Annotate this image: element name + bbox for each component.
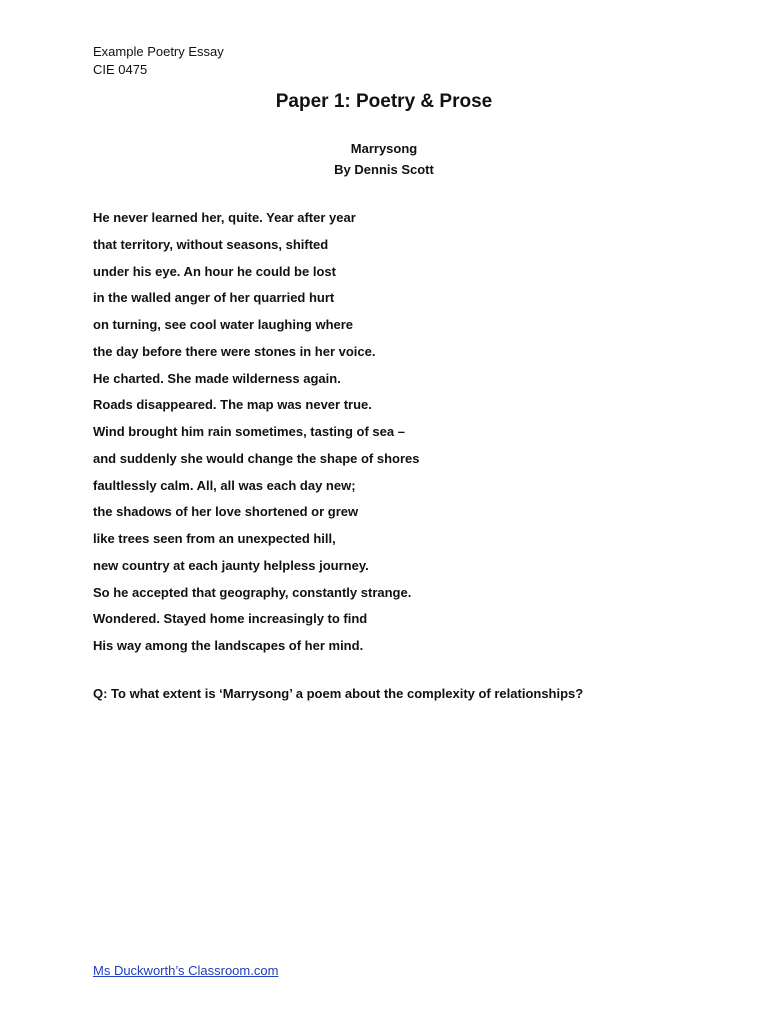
poem-line: faultlessly calm. All, all was each day new; xyxy=(93,477,356,493)
poem-line: like trees seen from an unexpected hill, xyxy=(93,531,336,546)
poem-line: in the walled anger of her quarried hurt xyxy=(93,290,335,306)
poem-line: new country at each jaunty helpless journey. xyxy=(93,557,369,573)
poem-line: He never learned her, quite. Year after year xyxy=(93,210,356,225)
page-title: Paper 1: Poetry & Prose xyxy=(275,91,493,112)
poem-line: His way among the landscapes of her mind. xyxy=(93,638,364,653)
poem-author: By Dennis Scott xyxy=(334,162,434,177)
poem-line: under his eye. An hour he could be lost xyxy=(93,263,336,279)
poem-line: the shadows of her love shortened or grew xyxy=(93,504,359,520)
document-header-line-1: Example Poetry Essay xyxy=(93,44,224,59)
essay-question: Q: To what extent is ‘Marrysong’ a poem about the complexity of relationships? xyxy=(93,686,584,701)
poem-line: that territory, without seasons, shifted xyxy=(93,236,329,252)
poem-line: Wondered. Stayed home increasingly to find xyxy=(93,611,368,627)
poem-line: on turning, see cool water laughing where xyxy=(93,317,354,332)
poem-line: He charted. She made wilderness again. xyxy=(93,370,341,386)
poem-line: the day before there were stones in her voice. xyxy=(93,343,376,359)
poem-line: So he accepted that geography, constantly strange. xyxy=(93,584,412,600)
poem-line: Roads disappeared. The map was never true. xyxy=(93,397,372,413)
poem-title: Marrysong xyxy=(350,141,418,156)
poem-body xyxy=(93,210,693,665)
poem-line: and suddenly she would change the shape of shores xyxy=(93,450,420,466)
poem-line: Wind brought him rain sometimes, tasting of sea – xyxy=(93,424,405,439)
document-header-line-2: CIE 0475 xyxy=(93,62,148,77)
footer-classroom-link[interactable]: Ms Duckworth’s Classroom.com xyxy=(93,963,279,978)
